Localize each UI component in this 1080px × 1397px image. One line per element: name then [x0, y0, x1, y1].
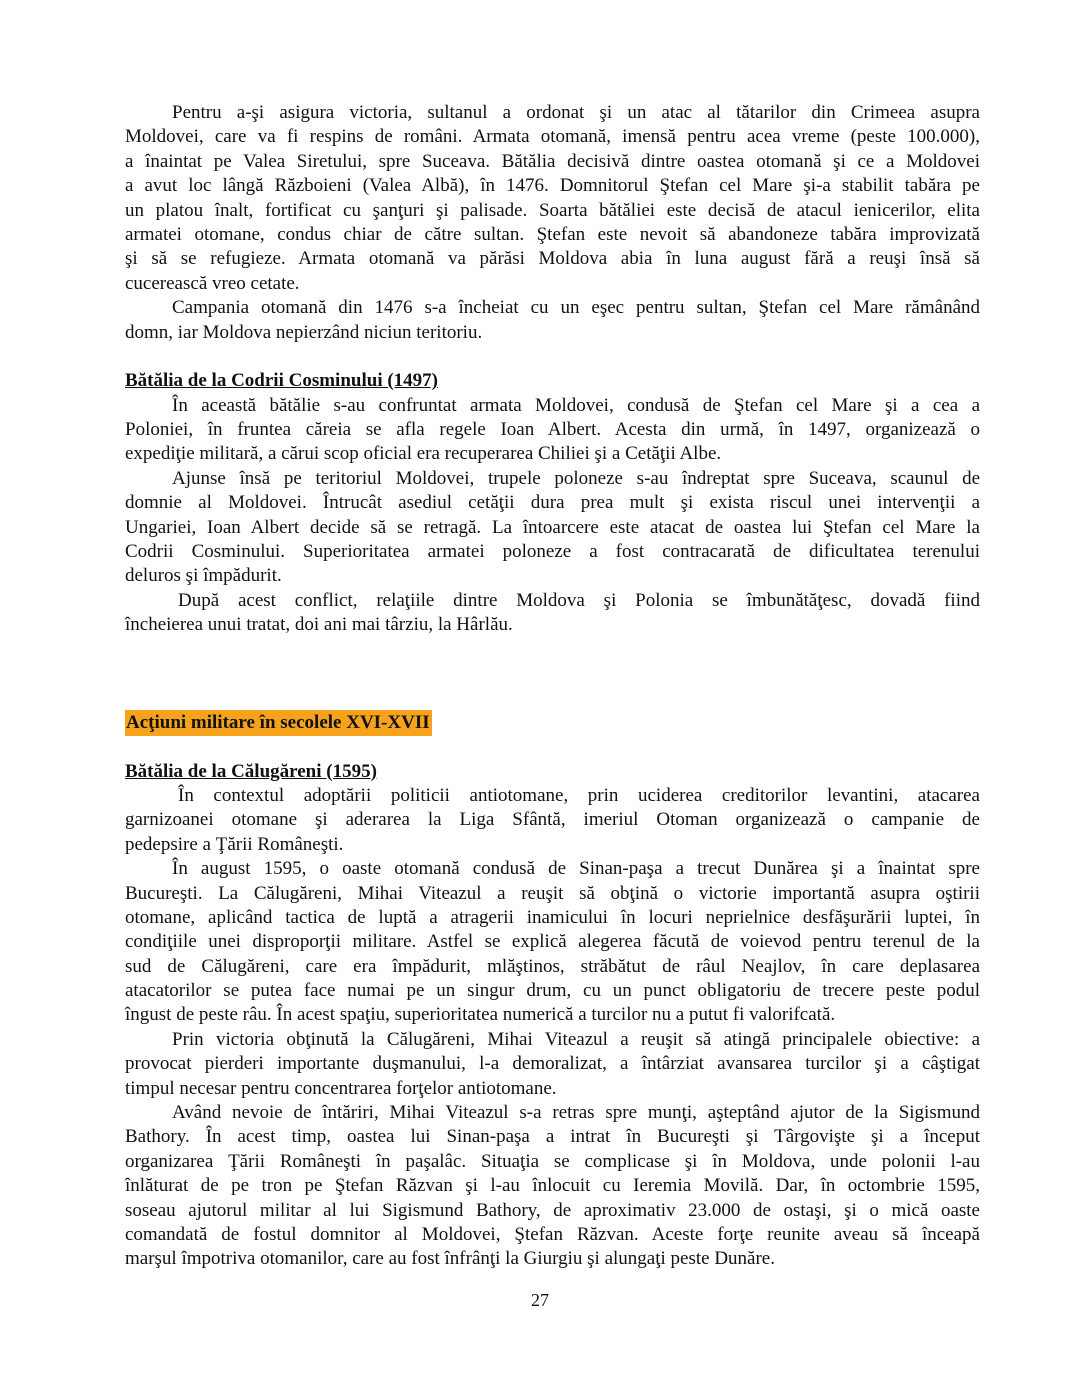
text-line: deluros şi împădurit. — [125, 565, 282, 587]
text-line: soseau ajutorul militar al lui Sigismund Bathory, de aproximativ 23.000 de ostaşi, şi o mică oaste — [125, 1199, 980, 1221]
text-line: Ungariei, Ioan Albert decide să se retragă. La întoarcere este atacat de oastea lui Ştefan cel Mare la — [125, 516, 980, 538]
paragraph — [125, 101, 980, 296]
text-line: timpul necesar pentru concentrarea forţelor antiotomane. — [125, 1077, 557, 1099]
text-line: condiţiile unei disproporţii militare. Astfel se explică alegerea făcută de voievod pentru terenul de la — [125, 931, 980, 953]
text-line: comandată de fostul domnitor al Moldovei, Ştefan Răzvan. Aceste forţe reunite aveau să înceapă — [125, 1223, 980, 1245]
subheading-codrii-cosminului: Bătălia de la Codrii Cosminului (1497) — [125, 370, 438, 392]
text-line: După acest conflict, relaţiile dintre Moldova şi Polonia se îmbunătăţesc, dovadă fiind — [178, 589, 980, 611]
paragraph — [125, 296, 980, 345]
text-line: otomane, aplicând tactica de luptă a atragerii inamicului în locuri neprielnice desfăşurării luptei, în — [125, 906, 980, 928]
text-line: atacatorilor se putea face numai pe un singur drum, cu un punct obligatoriu de trecere peste podul — [125, 980, 980, 1002]
text-line: îngust de peste râu. În acest spaţiu, superioritatea numerică a turcilor nu a putut fi valorifcată. — [125, 1004, 836, 1026]
text-line: În august 1595, o oaste otomană condusă de Sinan-paşa a trecut Dunărea şi a înaintat spre — [172, 858, 980, 880]
text-line: Moldovei, care va fi respins de români. Armata otomană, imensă pentru acea vreme (peste 100.000), — [125, 126, 980, 148]
text-line: cucerească vreo cetate. — [125, 272, 300, 294]
text-line: provocat pierderi importante duşmanului, l-a demoralizat, a întârziat avansarea turcilor şi a câştigat — [125, 1053, 980, 1075]
text-line: Având nevoie de întăriri, Mihai Viteazul s-a retras spre munţi, aşteptând ajutor de la Sigismund — [172, 1102, 980, 1124]
text-line: încheierea unui tratat, doi ani mai târziu, la Hârlău. — [125, 614, 513, 636]
section-title — [125, 711, 980, 735]
paragraph — [125, 467, 980, 589]
text-line: Codrii Cosminului. Superioritatea armatei poloneze a fost contracarată de dificultatea terenului — [125, 541, 980, 563]
text-line: Ajunse însă pe teritoriul Moldovei, trupele poloneze s-au îndreptat spre Suceava, scaunul de — [172, 467, 980, 489]
text-line: Prin victoria obţinută la Călugăreni, Mihai Viteazul a reuşit să atingă principalele obiective: a — [172, 1028, 980, 1050]
text-line: expediţie militară, a cărui scop oficial era recuperarea Chiliei şi a Cetăţii Albe. — [125, 443, 722, 465]
text-line: armatei otomane, condus chiar de către sultan. Ştefan este nevoit să abandoneze tabăra improvizată — [125, 223, 980, 245]
text-line: un platou înalt, fortificat cu şanţuri şi palisade. Soarta bătăliei este decisă de atacul ienicerilor, elita — [125, 199, 980, 221]
text-line: Poloniei, în fruntea căreia se afla regele Ioan Albert. Acesta din urmă, în 1497, organizează o — [125, 419, 980, 441]
text-line: marşul împotriva otomanilor, care au fost înfrânţi la Giurgiu şi alungaţi peste Dunăre. — [125, 1248, 775, 1270]
text-line: În această bătălie s-au confruntat armata Moldovei, condusă de Ştefan cel Mare şi a cea a — [172, 394, 980, 416]
page-number: 27 — [531, 1290, 549, 1310]
subheading-calugareni: Bătălia de la Călugăreni (1595) — [125, 760, 377, 782]
text-line: Bathory. În acest timp, oastea lui Sinan-paşa a intrat în Bucureşti şi Târgovişte şi a început — [125, 1126, 980, 1148]
paragraph — [125, 784, 980, 857]
text-line: domnie al Moldovei. Întrucât asediul cetăţii dura prea mult şi exista riscul unei intervenţii a — [125, 492, 980, 514]
text-line: înlăturat de pe tron pe Ştefan Răzvan şi l-au înlocuit cu Ieremia Movilă. Dar, în octombrie 1595, — [125, 1175, 980, 1197]
text-line: garnizoanei otomane şi aderarea la Liga Sfântă, imeriul Otoman organizează o campanie de — [125, 809, 980, 831]
highlighted-title: Acţiuni militare în secolele XVI-XVII — [125, 710, 432, 736]
text-line: a înaintat pe Valea Siretului, spre Suceava. Bătălia decisivă dintre oastea otomană şi ce a Moldovei — [125, 150, 980, 172]
text-line: şi să se refugieze. Armata otomană va părăsi Moldova abia în luna august fără a reuşi însă să — [125, 248, 980, 270]
paragraph — [125, 589, 980, 638]
paragraph — [125, 394, 980, 467]
text-line: organizarea Ţării Româneşti în paşalâc. Situaţia se complicase şi în Moldova, unde polonii l-au — [125, 1150, 980, 1172]
text-line: a avut loc lângă Războieni (Valea Albă), în 1476. Domnitorul Ştefan cel Mare şi-a stabilit tabăra pe — [125, 175, 980, 197]
text-line: domn, iar Moldova nepierzând niciun teritoriu. — [125, 321, 483, 343]
text-line: În contextul adoptării politicii antiotomane, prin uciderea creditorilor levantini, atacarea — [178, 784, 980, 806]
paragraph — [125, 1028, 980, 1101]
paragraph — [125, 857, 980, 1028]
text-line: sud de Călugăreni, care era împădurit, mlăştinos, străbătut de râul Neajlov, în care deplasarea — [125, 955, 980, 977]
text-line: Bucureşti. La Călugăreni, Mihai Viteazul a reuşit să obţină o victorie importantă asupra oştirii — [125, 882, 980, 904]
text-line: Pentru a-şi asigura victoria, sultanul a ordonat şi un atac al tătarilor din Crimeea asupra — [172, 102, 980, 123]
document-page — [125, 101, 980, 1272]
paragraph — [125, 1101, 980, 1272]
text-line: Campania otomană din 1476 s-a încheiat cu un eşec pentru sultan, Ştefan cel Mare rămânând — [172, 297, 980, 319]
text-line: pedepsire a Ţării Româneşti. — [125, 833, 344, 855]
